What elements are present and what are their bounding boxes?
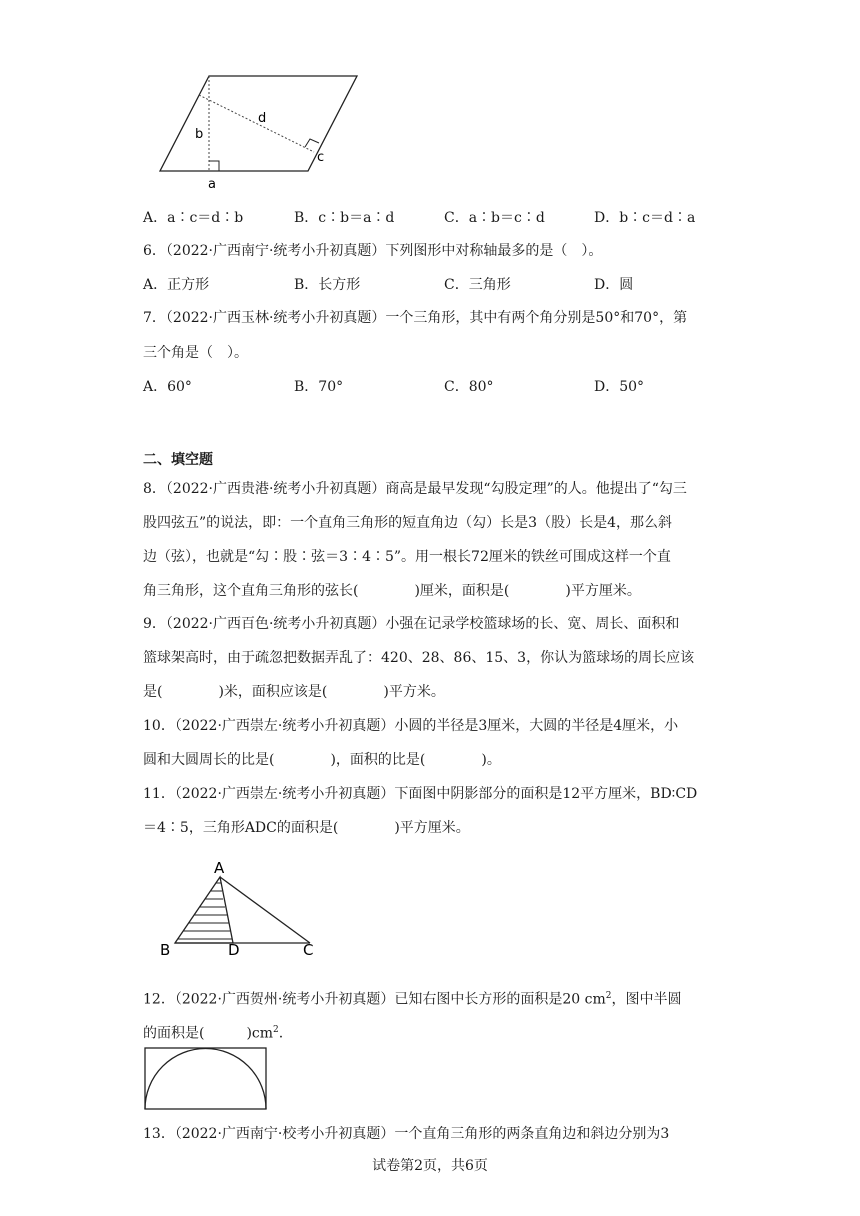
q7-option-b: B．70° bbox=[294, 379, 344, 395]
label-A: A bbox=[214, 859, 225, 877]
label-B: B bbox=[160, 941, 171, 959]
parallelogram-figure bbox=[150, 70, 365, 195]
q5-option-b: B．c∶b＝a∶d bbox=[294, 210, 395, 226]
q10-text-line-2: 圆和大圆周长的比是( )，面积的比是( )。 bbox=[143, 752, 501, 768]
q6-option-a: A．正方形 bbox=[143, 277, 210, 293]
q12-sup-2: 2 bbox=[273, 1025, 279, 1035]
q5-option-c: C．a∶b＝c∶d bbox=[444, 210, 545, 226]
rectangle-shape bbox=[145, 1048, 266, 1109]
q6-option-c: C．三角形 bbox=[444, 277, 511, 293]
q6-text: 6．（2022·广西南宁·统考小升初真题）下列图形中对称轴最多的是（ ）。 bbox=[143, 243, 603, 259]
right-angle-mark-c bbox=[305, 139, 319, 147]
q12-line1-before: 12．（2022·广西贺州·统考小升初真题）已知右图中长方形的面积是20 cm bbox=[143, 991, 606, 1008]
q8-text-line-2: 股四弦五”的说法，即：一个直角三角形的短直角边（勾）长是3（股）长是4，那么斜 bbox=[143, 515, 672, 531]
q9-text-line-3: 是( )米，面积应该是( )平方米。 bbox=[143, 684, 445, 700]
label-d: d bbox=[258, 111, 267, 126]
q7-option-c: C．80° bbox=[444, 379, 494, 395]
q5-option-d: D．b∶c＝d∶a bbox=[594, 210, 696, 226]
q7-option-a: A．60° bbox=[143, 379, 192, 395]
q12-text-line-1 bbox=[143, 986, 681, 1010]
label-b: b bbox=[195, 127, 204, 142]
side-ac bbox=[220, 877, 310, 943]
q5-option-a: A．a∶c＝d∶b bbox=[143, 210, 244, 226]
q12-line2-before: 的面积是( )cm bbox=[143, 1025, 274, 1042]
q10-text-line-1: 10．（2022·广西崇左·统考小升初真题）小圆的半径是3厘米，大圆的半径是4厘米，小 bbox=[143, 718, 679, 734]
label-D: D bbox=[228, 941, 240, 959]
height-d-line bbox=[199, 95, 314, 152]
q12-line1-after: ，图中半圆 bbox=[611, 991, 682, 1008]
label-C: C bbox=[303, 941, 314, 959]
q8-text-line-4: 角三角形，这个直角三角形的弦长( )厘米，面积是( )平方厘米。 bbox=[143, 583, 641, 599]
q7-option-d: D．50° bbox=[594, 379, 645, 395]
q12-sup-1: 2 bbox=[605, 991, 612, 1001]
q11-text-line-2: ＝4∶5，三角形ADC的面积是( )平方厘米。 bbox=[143, 820, 470, 836]
q7-text-line-2: 三个角是（ ）。 bbox=[143, 345, 248, 361]
q13-text-line-1: 13．（2022·广西南宁·校考小升初真题）一个直角三角形的两条直角边和斜边分别为3 bbox=[143, 1126, 670, 1142]
q9-text-line-2: 篮球架高时，由于疏忽把数据弄乱了：420、28、86、15、3，你认为篮球场的周长应该 bbox=[143, 650, 695, 666]
semicircle-rectangle-figure bbox=[142, 1045, 270, 1112]
triangle-figure bbox=[155, 855, 330, 960]
semicircle-shape bbox=[145, 1049, 266, 1110]
q6-option-b: B．长方形 bbox=[294, 277, 361, 293]
shaded-triangle-abd bbox=[175, 877, 233, 943]
q11-text-line-1: 11．（2022·广西崇左·统考小升初真题）下面图中阴影部分的面积是12平方厘米，BD∶CD bbox=[143, 786, 698, 802]
label-a: a bbox=[208, 177, 216, 192]
label-c: c bbox=[317, 150, 325, 165]
section-title-fill-in: 二、填空题 bbox=[143, 452, 213, 468]
q12-line2-after: . bbox=[278, 1025, 284, 1042]
right-angle-mark-a bbox=[209, 161, 219, 171]
q7-text-line-1: 7．（2022·广西玉林·统考小升初真题）一个三角形，其中有两个角分别是50°和70°，第 bbox=[143, 310, 688, 326]
q6-option-d: D．圆 bbox=[594, 277, 634, 293]
q9-text-line-1: 9．（2022·广西百色·统考小升初真题）小强在记录学校篮球场的长、宽、周长、面积和 bbox=[143, 616, 680, 632]
q8-text-line-1: 8．（2022·广西贵港·统考小升初真题）商高是最早发现“勾股定理”的人。他提出了“勾三 bbox=[143, 481, 687, 497]
q12-text-line-2 bbox=[143, 1020, 283, 1044]
shading-lines bbox=[178, 883, 232, 939]
q8-text-line-3: 边（弦），也就是“勾∶股∶弦＝3∶4∶5”。用一根长72厘米的铁丝可围成这样一个直 bbox=[143, 549, 671, 565]
page-footer: 试卷第2页，共6页 bbox=[372, 1158, 488, 1174]
